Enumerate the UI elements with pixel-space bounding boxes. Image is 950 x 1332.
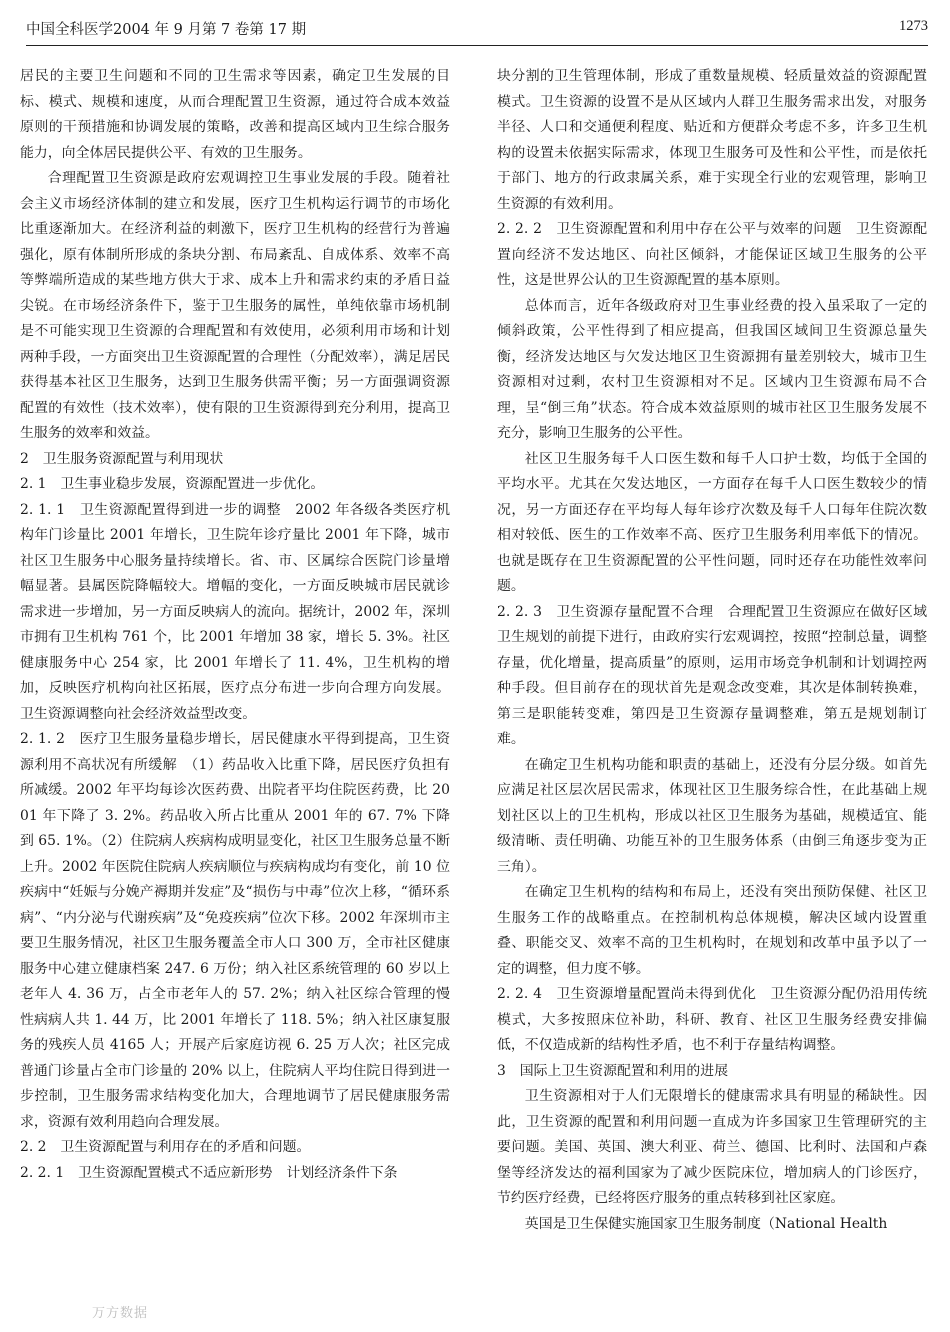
running-header (26, 18, 928, 44)
journal-issue: 中国全科医学2004 年 9 月第 7 卷第 17 期 (26, 22, 307, 38)
paragraph: 2. 2. 2 卫生资源配置和利用中存在公平与效率的问题 卫生资源配置向经济不发达地区、向社区倾斜，才能保证区域卫生服务的公平性，这是世界公认的卫生资源配置的基本原则。 (497, 221, 927, 288)
paragraph: 块分割的卫生管理体制，形成了重数量规模、轻质量效益的资源配置模式。卫生资源的设置不是从区域内人群卫生服务需求出发，对服务半径、人口和交通便利程度、贴近和方便群众考虑不多，许多卫生机构的设置未依据实际需求，体现卫生服务可及性和公平性，而是依托于部门、地方的行政隶属关系，难于实现全行业的宏观管理，影响卫生资源的有效利用。 (497, 68, 927, 212)
paragraph: 2. 1. 1 卫生资源配置得到进一步的调整 2002 年各级各类医疗机构年门诊量比 2001 年增长，卫生院年诊疗量比 2001 年下降，城市社区卫生服务中心服务量持续增长。省、市、区属综合医院门诊量增幅显著。县属医院降幅较大。增幅的变化，一方面反映城市居民就诊需求进一步增加，另一方面反映病人的流向。据统计，2002 年，深圳市拥有卫生机构 761 个，比 2001 年增加 38 家，增长 5. 3%。社区健康服务中心 254 家，比 2001 年增长了 11. 4%，卫生机构的增加，反映医疗机构向社区拓展，医疗点分布进一步向合理方向发展。卫生资源调整向社会经济效益型改变。 (20, 501, 450, 722)
paragraph: 2. 2. 3 卫生资源存量配置不合理 合理配置卫生资源应在做好区域卫生规划的前提下进行，由政府实行宏观调控，按照“控制总量，调整存量，优化增量，提高质量”的原则，运用市场竞争机制和计划调控两种手段。但目前存在的现状首先是观念改变难，其次是体制转换难，第三是职能转变难，第四是卫生资源存量调整难，第五是规划制订难。 (497, 603, 927, 747)
paragraph: 2. 1. 2 医疗卫生服务量稳步增长，居民健康水平得到提高，卫生资源利用不高状况有所缓解 （1）药品收入比重下降，居民医疗负担有所减缓。2002 年平均每诊次医药费、出院者平均住院医药费，比 2001 年下降了 3. 2%。药品收入所占比重从 2001 年的 67. 7% 下降到 65. 1%。（2）住院病人疾病构成明显变化，社区卫生服务总量不断上升。2002 年医院住院病人疾病顺位与疾病构成均有变化，前 10 位疾病中“妊娠与分娩产褥期并发症”及“损伤与中毒”位次上移，“循环系病”、“内分泌与代谢疾病”及“免疫疾病”位次下移。2002 年深圳市主要卫生服务情况，社区卫生服务覆盖全市人口 300 万，全市社区健康服务中心建立健康档案 247. 6 万份；纳入社区系统管理的 60 岁以上老年人 4. 36 万，占全市老年人的 57. 2%；纳入社区综合管理的慢性病病人共 1. 44 万，比 2001 年增长了 118. 5%；纳入社区康复服务的残疾人员 4165 人；开展产后家庭访视 6. 25 万人次；社区完成普通门诊量占全市门诊量的 20% 以上，住院病人平均住院日得到进一步控制，卫生服务需求结构变化加大，合理地调节了居民健康服务需求，资源有效利用趋向合理发展。 (20, 731, 450, 1130)
subsection-heading: 2. 1 卫生事业稳步发展，资源配置进一步优化。 (20, 476, 325, 492)
right-column (497, 64, 927, 1319)
paragraph: 社区卫生服务每千人口医生数和每千人口护士数，均低于全国的平均水平。尤其在欠发达地区，一方面存在每千人口医生数较少的情况，另一方面还存在平均每人每年诊疗次数及每千人口每年住院次数相对较低、医生的工作效率不高、医疗卫生服务利用率低下的情况。也就是既存在卫生资源配置的公平性问题，同时还存在功能性效率问题。 (497, 450, 927, 594)
section-heading: 3 国际上卫生资源配置和利用的进展 (497, 1062, 729, 1079)
subsection-heading: 2. 2 卫生资源配置与利用存在的矛盾和问题。 (20, 1139, 311, 1155)
paragraph: 2. 2. 1 卫生资源配置模式不适应新形势 计划经济条件下条 (20, 1164, 398, 1181)
watermark: 万方数据 (92, 1306, 149, 1321)
paragraph: 居民的主要卫生问题和不同的卫生需求等因素，确定卫生发展的目标、模式、规模和速度，从而合理配置卫生资源，通过符合成本效益原则的干预措施和协调发展的策略，改善和提高区域内卫生综合服务能力，向全体居民提供公平、有效的卫生服务。 (20, 68, 450, 161)
paragraph: 合理配置卫生资源是政府宏观调控卫生事业发展的手段。随着社会主义市场经济体制的建立和发展，医疗卫生机构运行调节的市场化比重逐渐加大。在经济利益的刺激下，医疗卫生机构的经营行为普遍强化，原有体制所形成的条块分割、布局紊乱、自成体系、效率不高等弊端所造成的某些地方供大于求、成本上升和需求约束的矛盾日益尖锐。在市场经济条件下，鉴于卫生服务的属性，单纯依靠市场机制是不可能实现卫生资源的合理配置和有效使用，必须利用市场和计划两种手段，一方面突出卫生资源配置的合理性（分配效率），满足居民获得基本社区卫生服务，达到卫生服务供需平衡；另一方面强调资源配置的有效性（技术效率），使有限的卫生资源得到充分利用，提高卫生服务的效率和效益。 (20, 170, 450, 441)
page-number: 1273 (899, 18, 928, 34)
paragraph: 英国是卫生保健实施国家卫生服务制度（National Health (524, 1215, 888, 1232)
paragraph: 在确定卫生机构的结构和布局上，还没有突出预防保健、社区卫生服务工作的战略重点。在控制机构总体规模，解决区域内设置重叠、职能交叉、效率不高的卫生机构时，在规划和改革中虽予以了一定的调整，但力度不够。 (497, 884, 927, 977)
paragraph: 在确定卫生机构功能和职责的基础上，还没有分层分级。如首先应满足社区层次居民需求，体现社区卫生服务综合性，在此基础上规划社区以上的卫生机构，形成以社区卫生服务为基础，规模适宜、能级清晰、责任明确、功能互补的卫生服务体系（由倒三角逐步变为正三角）。 (497, 756, 927, 875)
header-rule (26, 45, 928, 46)
paragraph: 2. 2. 4 卫生资源增量配置尚未得到优化 卫生资源分配仍沿用传统模式，大多按照床位补助，科研、教育、社区卫生服务经费安排偏低，不仅造成新的结构性矛盾，也不利于存量结构调整。 (497, 986, 927, 1053)
paragraph: 卫生资源相对于人们无限增长的健康需求具有明显的稀缺性。因此，卫生资源的配置和利用问题一直成为许多国家卫生管理研究的主要问题。美国、英国、澳大利亚、荷兰、德国、比利时、法国和卢森堡等经济发达的福利国家为了减少医院床位，增加病人的门诊医疗，节约医疗经费，已经将医疗服务的重点转移到社区家庭。 (497, 1088, 927, 1206)
left-column (20, 64, 450, 1319)
paragraph: 总体而言，近年各级政府对卫生事业经费的投入虽采取了一定的倾斜政策，公平性得到了相应提高，但我国区域间卫生资源总量失衡，经济发达地区与欠发达地区卫生资源拥有量差别较大，城市卫生资源相对过剩，农村卫生资源相对不足。区域内卫生资源布局不合理，呈“倒三角”状态。符合成本效益原则的城市社区卫生服务发展不充分，影响卫生服务的公平性。 (497, 297, 927, 441)
section-heading: 2 卫生服务资源配置与利用现状 (20, 450, 224, 467)
